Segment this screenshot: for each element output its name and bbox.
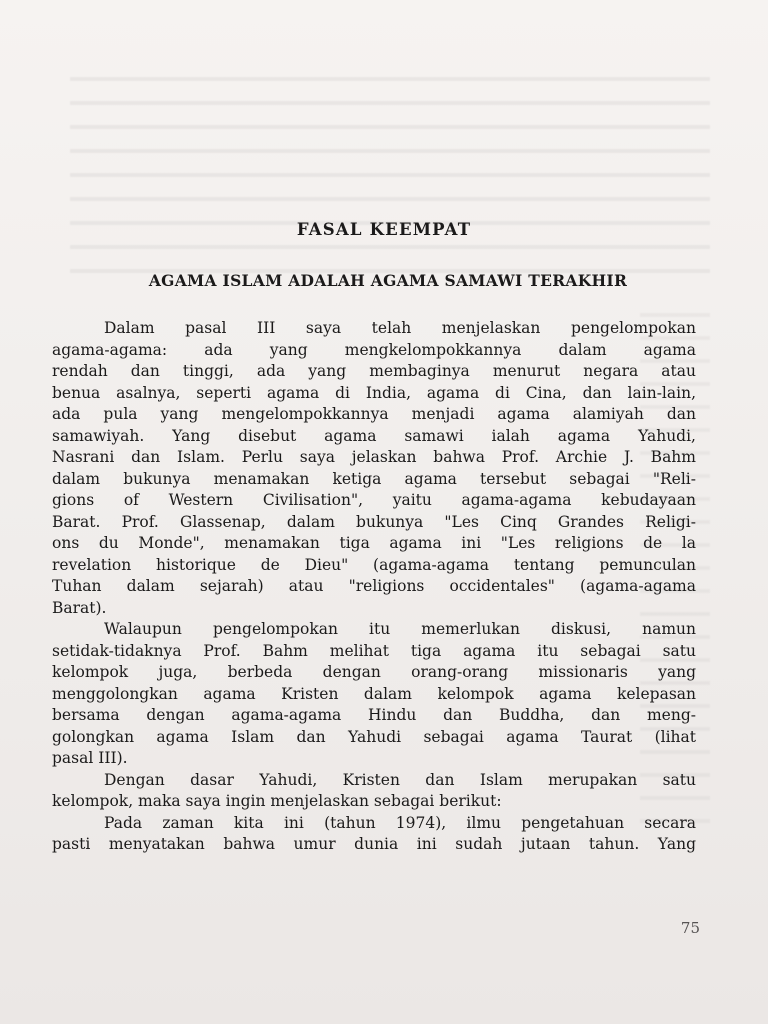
text-line: ada pula yang mengelompokkannya menjadi agama alamiyah dan	[52, 405, 696, 423]
text-line: pasti menyatakan bahwa umur dunia ini sudah jutaan tahun. Yang	[52, 835, 696, 853]
text-line: Nasrani dan Islam. Perlu saya jelaskan bahwa Prof. Archie J. Bahm	[52, 448, 696, 466]
text-line: Dalam pasal III saya telah menjelaskan pengelompokan	[104, 319, 696, 337]
text-line: agama-agama: ada yang mengkelompokkannya dalam agama	[52, 340, 696, 359]
text-line: rendah dan tinggi, ada yang membaginya menurut negara atau	[52, 362, 696, 380]
text-line: gions of Western Civilisation", yaitu agama-agama kebudayaan	[52, 491, 696, 509]
text-line: setidak-tidaknya Prof. Bahm melihat tiga agama itu sebagai satu	[52, 641, 696, 660]
show-through-text	[70, 62, 710, 292]
text-line: bersama dengan agama-agama Hindu dan Buddha, dan meng-	[52, 706, 696, 724]
text-line: kelompok juga, berbeda dengan orang-orang missionaris yang	[52, 663, 696, 681]
paragraph	[52, 619, 696, 770]
text-line: samawiyah. Yang disebut agama samawi ialah agama Yahudi,	[52, 426, 696, 445]
text-line: menggolongkan agama Kristen dalam kelompok agama kelepasan	[52, 684, 696, 703]
text-line: ons du Monde", menamakan tiga agama ini "Les religions de la	[52, 534, 696, 552]
paragraph	[52, 770, 696, 813]
text-line: Barat. Prof. Glassenap, dalam bukunya "Les Cinq Grandes Religi-	[52, 512, 696, 531]
paragraph	[52, 813, 696, 856]
text-line: kelompok, maka saya ingin menjelaskan sebagai berikut:	[52, 792, 502, 810]
page-number: 75	[680, 919, 700, 937]
text-line: Walaupun pengelompokan itu memerlukan diskusi, namun	[104, 620, 696, 638]
text-line: Dengan dasar Yahudi, Kristen dan Islam merupakan satu	[104, 770, 696, 789]
paragraph	[52, 318, 696, 619]
text-line: benua asalnya, seperti agama di India, agama di Cina, dan lain-lain,	[52, 383, 696, 402]
section-title: AGAMA ISLAM ADALAH AGAMA SAMAWI TERAKHIR	[148, 271, 628, 290]
body-text	[52, 318, 696, 856]
text-line: Tuhan dalam sejarah) atau "religions occidentales" (agama-agama	[52, 577, 696, 595]
text-line: golongkan agama Islam dan Yahudi sebagai agama Taurat (lihat	[52, 727, 696, 746]
text-line: dalam bukunya menamakan ketiga agama tersebut sebagai "Reli-	[52, 469, 696, 488]
text-line: revelation historique de Dieu" (agama-agama tentang pemunculan	[52, 555, 696, 574]
text-line: Barat).	[52, 598, 107, 617]
text-line: Pada zaman kita ini (tahun 1974), ilmu pengetahuan secara	[104, 813, 696, 832]
chapter-heading: FASAL KEEMPAT	[296, 220, 472, 239]
text-line: pasal III).	[52, 749, 128, 767]
